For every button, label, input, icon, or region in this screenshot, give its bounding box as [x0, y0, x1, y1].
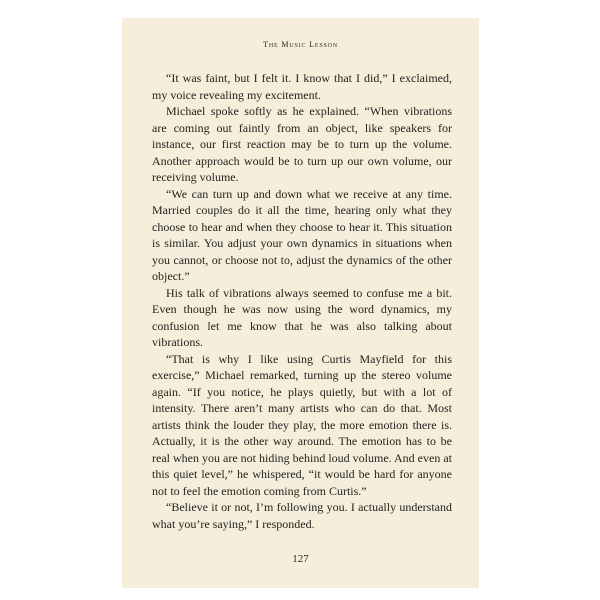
running-head: The Music Lesson [263, 40, 338, 49]
paragraph: His talk of vibrations always seemed to confuse me a bit. Even though he was now using the word dynamics, my confusion let me know that he was also talking about vibrations. [152, 285, 452, 349]
paragraph: “Believe it or not, I’m following you. I actually understand what you’re saying,” I responded. [152, 500, 452, 531]
book-page [122, 18, 479, 588]
page-number: 127 [292, 553, 309, 565]
paragraph: “That is why I like using Curtis Mayfield for this exercise,” Michael remarked, turning up the stereo volume again. “If you notice, he plays quietly, but with a lot of intensity. There aren’t many artists who can do that. Most artists think the louder they play, the more emotion there is. Actually, it is the other way around. The emotion has to be real when you are not hiding behind loud volume. And even at this quiet level,” he whispered, “it would be hard for anyone not to feel the emotion coming from Curtis.” [152, 351, 452, 498]
body-text [152, 70, 452, 532]
paragraph: “It was faint, but I felt it. I know that I did,” I exclaimed, my voice revealing my excitement. [152, 71, 452, 102]
paragraph: “We can turn up and down what we receive at any time. Married couples do it all the time, hearing only what they choose to hear and when they choose to hear it. This situation is similar. You adjust your own dynamics in situations when you cannot, or choose not to, adjust the dynamics of the other object.” [152, 186, 452, 283]
paragraph: Michael spoke softly as he explained. “When vibrations are coming out faintly from an object, like speakers for instance, our first reaction may be to turn up the volume. Another approach would be to turn up our own volume, our receiving volume. [152, 104, 452, 184]
